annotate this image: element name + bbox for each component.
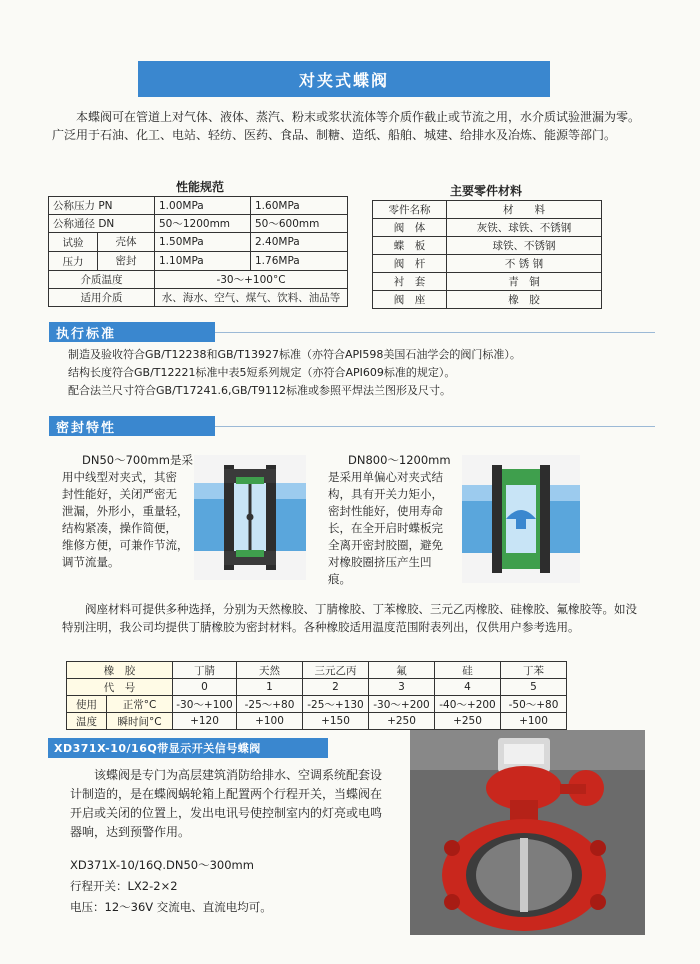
xd-spec-model: XD371X-10/16Q.DN50～300mm xyxy=(70,858,254,872)
shell-label: 壳体 xyxy=(97,233,154,251)
table-cell: 适用介质 xyxy=(49,289,155,307)
table-row xyxy=(373,201,602,219)
seal-left-text xyxy=(62,452,198,571)
table-cell: 1.00MPa xyxy=(155,197,251,215)
table-cell: 1.60MPa xyxy=(251,197,348,215)
pressure-label: 压力 xyxy=(62,255,84,268)
table-cell xyxy=(49,252,155,271)
standards-heading xyxy=(49,322,215,342)
text-line: 是采用单偏心对夹式结 xyxy=(328,470,443,484)
table-row xyxy=(67,696,567,713)
table-cell: 公称通径 DN xyxy=(49,215,155,233)
text-line: DN50～700mm是采 xyxy=(82,453,193,467)
text-line: 构，具有开关力矩小， xyxy=(328,487,443,501)
table-cell: 阀 体 xyxy=(373,219,447,237)
intro-paragraph: 本蝶阀可在管道上对气体、液体、蒸汽、粉末或浆状流体等介质作截止或节流之用，水介质试验泄漏为零。广泛用于石油、化工、电站、轻纺、医药、食品、制糖、造纸、船舶、城建、给排水及冶炼、能源等部门。 xyxy=(52,110,641,142)
text-line: 用中线型对夹式，其密 xyxy=(62,470,177,484)
table-cell: 灰铁、球铁、不锈钢 xyxy=(447,219,602,237)
text-line: 对橡胶圈挤压产生凹 xyxy=(328,555,432,569)
text-line: DN800～1200mm xyxy=(348,453,451,467)
table-cell: 瞬时间°C xyxy=(107,713,173,730)
table-cell: +100 xyxy=(501,713,567,730)
divider xyxy=(215,332,655,333)
table-cell: 1.10MPa xyxy=(155,252,251,271)
table-cell: 1.50MPa xyxy=(155,233,251,252)
table-cell: 零件名称 xyxy=(373,201,447,219)
table-row xyxy=(67,713,567,730)
signal-butterfly-valve-photo xyxy=(410,730,645,935)
table-row xyxy=(67,679,567,696)
table-cell: -50～+80 xyxy=(501,696,567,713)
table-row xyxy=(373,255,602,273)
table-cell: +250 xyxy=(435,713,501,730)
text-line: 调节流量。 xyxy=(62,555,120,569)
table-row xyxy=(49,215,348,233)
standard-line: 配合法兰尺寸符合GB/T17241.6,GB/T9112标准或参照平焊法兰图形及尺寸。 xyxy=(68,384,451,397)
table-cell: 蝶 板 xyxy=(373,237,447,255)
table-cell: -40～+200 xyxy=(435,696,501,713)
text-line: 维修方便，可兼作节流， xyxy=(62,538,189,552)
xd-heading xyxy=(48,738,328,758)
table-cell: 2 xyxy=(303,679,369,696)
standard-line: 结构长度符合GB/T12221标准中表5短系列规定（亦符合API609标准的规定）。 xyxy=(68,366,456,379)
table-cell: 不 锈 钢 xyxy=(447,255,602,273)
sealing-heading-text: 密封特性 xyxy=(56,420,117,436)
eccentric-valve-diagram xyxy=(462,455,580,583)
table-cell: 代 号 xyxy=(67,679,173,696)
materials-table xyxy=(372,200,602,309)
table-cell: 三元乙丙 xyxy=(303,662,369,679)
rubber-temperature-table xyxy=(66,661,567,730)
seal-paragraph: 阀座材料可提供多种选择，分别为天然橡胶、丁腈橡胶、丁苯橡胶、三元乙丙橡胶、硅橡胶、氟橡胶等。如没特别注明，我公司均提供丁腈橡胶为密封材料。各种橡胶适用温度范围附表列出，仅供用户参考选用。 xyxy=(62,602,637,634)
table-row xyxy=(373,237,602,255)
table-row xyxy=(49,289,348,307)
table-cell: 1 xyxy=(237,679,303,696)
standards-heading-text: 执行标准 xyxy=(56,326,117,342)
test-label: 试验 xyxy=(62,236,84,249)
table-row xyxy=(373,273,602,291)
performance-caption: 性能规范 xyxy=(176,180,225,194)
xd-spec-voltage: 电压：12～36V 交流电、直流电均可。 xyxy=(70,900,272,914)
table-cell: -30～+100 xyxy=(173,696,237,713)
table-cell: +250 xyxy=(369,713,435,730)
table-cell: +150 xyxy=(303,713,369,730)
text-line: 封性能好，关闭严密无 xyxy=(62,487,177,501)
table-cell: 3 xyxy=(369,679,435,696)
table-cell: 氟 xyxy=(369,662,435,679)
seal-right-text xyxy=(328,452,468,588)
table-cell: 介质温度 xyxy=(49,271,155,289)
table-row xyxy=(373,219,602,237)
table-cell: -25～+80 xyxy=(237,696,303,713)
standard-line: 制造及验收符合GB/T12238和GB/T13927标准（亦符合API598美国石油学会的阀门标准）。 xyxy=(68,348,521,361)
table-cell: 天然 xyxy=(237,662,303,679)
table-cell: 使用 xyxy=(67,696,107,713)
page-title: 对夹式蝶阀 xyxy=(298,70,389,90)
table-cell: 衬 套 xyxy=(373,273,447,291)
table-cell: 正常°C xyxy=(107,696,173,713)
table-cell: 丁腈 xyxy=(173,662,237,679)
table-row xyxy=(49,233,348,252)
table-cell: 橡 胶 xyxy=(67,662,173,679)
text-line: 痕。 xyxy=(328,572,351,586)
table-row xyxy=(373,291,602,309)
table-cell xyxy=(49,233,155,252)
table-cell: +120 xyxy=(173,713,237,730)
table-cell: -30～+100°C xyxy=(155,271,348,289)
text-line: 密封性能好，使用寿命 xyxy=(328,504,443,518)
table-cell: 1.76MPa xyxy=(251,252,348,271)
text-line: 泄漏，外形小，重量轻， xyxy=(62,504,189,518)
table-cell: 50～600mm xyxy=(251,215,348,233)
table-cell: 丁苯 xyxy=(501,662,567,679)
table-row xyxy=(49,271,348,289)
performance-table xyxy=(48,196,348,307)
table-cell: 球铁、不锈钢 xyxy=(447,237,602,255)
table-cell: 50～1200mm xyxy=(155,215,251,233)
table-cell: 阀 杆 xyxy=(373,255,447,273)
table-cell: 青 铜 xyxy=(447,273,602,291)
table-cell: 阀 座 xyxy=(373,291,447,309)
table-cell: 橡 胶 xyxy=(447,291,602,309)
divider xyxy=(215,426,655,427)
table-cell: 材 料 xyxy=(447,201,602,219)
xd-heading-text: XD371X-10/16Q带显示开关信号蝶阀 xyxy=(54,742,261,755)
seal-label: 密封 xyxy=(97,252,154,270)
text-line: 长，在全开启时蝶板完 xyxy=(328,521,443,535)
xd-paragraph: 该蝶阀是专门为高层建筑消防给排水、空调系统配套设计制造的，是在蝶阀蜗轮箱上配置两个行程开关，当蝶阀在开启或关闭的位置上，发出电讯号使控制室内的灯亮或电鸣器响，达到预警作用。 xyxy=(70,768,383,839)
table-cell: 温度 xyxy=(67,713,107,730)
table-cell: 硅 xyxy=(435,662,501,679)
table-cell: 0 xyxy=(173,679,237,696)
table-cell: -25～+130 xyxy=(303,696,369,713)
midline-valve-diagram xyxy=(194,455,306,580)
table-cell: 公称压力 PN xyxy=(49,197,155,215)
text-line: 全离开密封胶圈，避免 xyxy=(328,538,443,552)
sealing-heading xyxy=(49,416,215,436)
table-row xyxy=(49,197,348,215)
text-line: 结构紧凑，操作简便， xyxy=(62,521,177,535)
table-cell: 2.40MPa xyxy=(251,233,348,252)
table-cell: +100 xyxy=(237,713,303,730)
table-row xyxy=(67,662,567,679)
table-row xyxy=(49,252,348,271)
materials-caption: 主要零件材料 xyxy=(450,184,523,198)
xd-spec-switch: 行程开关：LX2-2×2 xyxy=(70,879,178,893)
table-cell: 4 xyxy=(435,679,501,696)
table-cell: 水、海水、空气、煤气、饮料、油品等 xyxy=(155,289,348,307)
table-cell: 5 xyxy=(501,679,567,696)
title-banner xyxy=(138,61,550,97)
table-cell: -30～+200 xyxy=(369,696,435,713)
